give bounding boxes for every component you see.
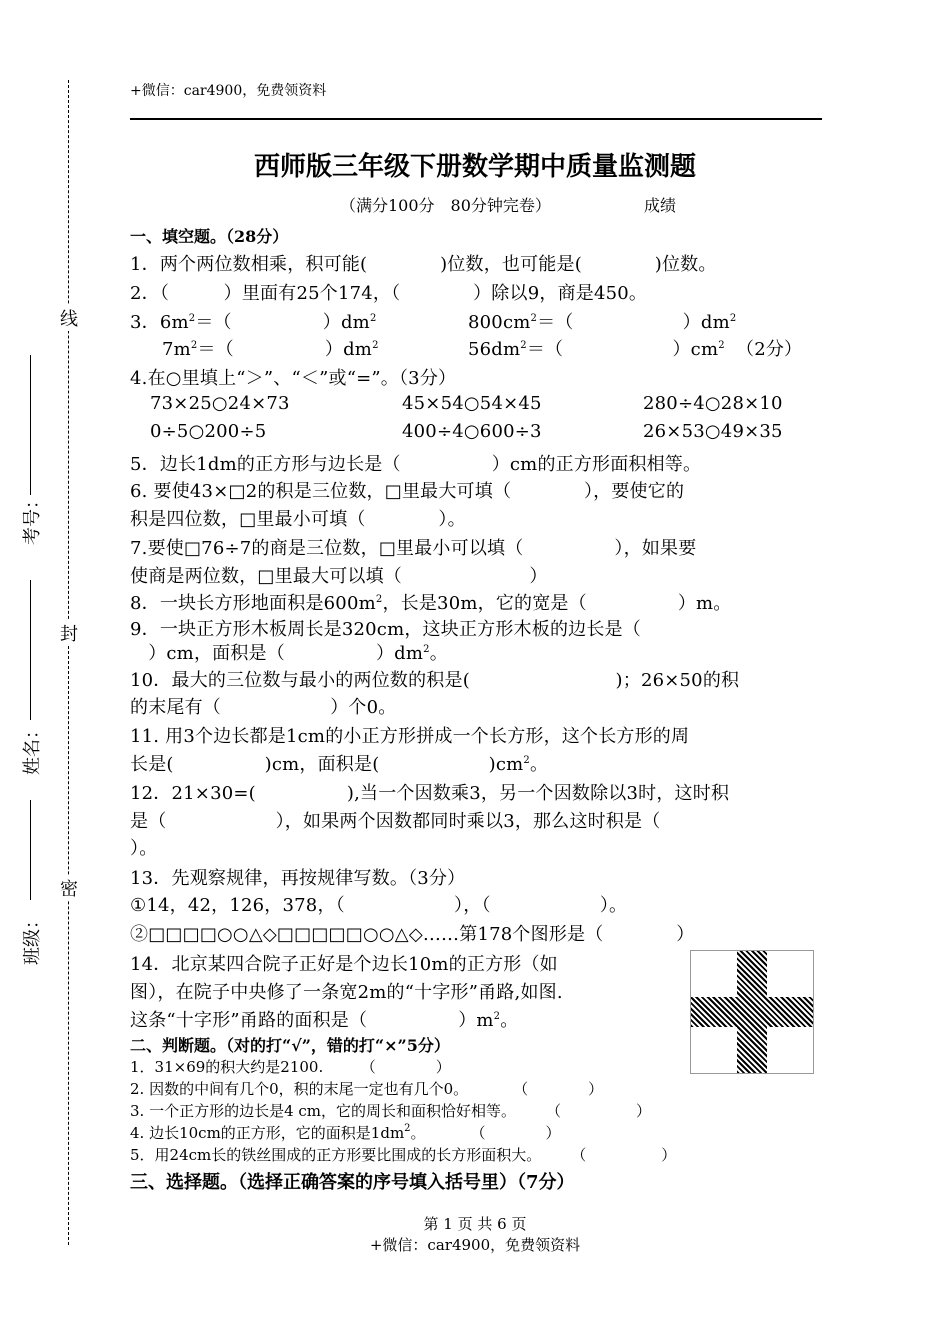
exam-number-line[interactable] (30, 355, 31, 495)
judge-item-4: 4. 边长10cm的正方形，它的面积是$1dm^2$。 （ ） (130, 1123, 561, 1142)
section1-heading: 一、填空题。（28分） (130, 227, 289, 246)
question-5: 5．边长1dm的正方形与边长是（ ）cm的正方形面积相等。 (130, 454, 702, 475)
question-13-part1: ①14，42，126，378，（ ），（ ）。 (130, 895, 628, 916)
q4-item-2: 45×54○54×45 (402, 393, 542, 414)
name-line[interactable] (30, 580, 31, 720)
section2-heading: 二、判断题。（对的打“√”，错的打“×”5分） (130, 1036, 450, 1055)
class-line[interactable] (30, 800, 31, 900)
seal-char-feng: 封 (60, 620, 78, 646)
q4-item-5: 400÷4○600÷3 (402, 421, 542, 442)
section3-heading: 三、选择题。（选择正确答案的序号填入括号里）（7分） (130, 1172, 575, 1193)
question-7-line1: 7.要使□76÷7的商是三位数，□里最小可以填（ ），如果要 (130, 538, 697, 559)
seal-char-xian: 线 (60, 305, 78, 331)
page-title: 西师版三年级下册数学期中质量监测题 (253, 152, 696, 182)
seal-char-mi: 密 (60, 875, 78, 901)
question-12-line2: 是（ ），如果两个因数都同时乘以3，那么这时积是（ (130, 811, 661, 832)
question-9-line1: 9．一块正方形木板周长是320cm，这块正方形木板的边长是（ (130, 619, 641, 640)
question-14-line3: 这条“十字形”甬路的面积是（ ）$m^2$。 (130, 1010, 519, 1031)
question-12-line1: 12．21×30=( ),当一个因数乘3，另一个因数除以3时，这时积 (130, 783, 730, 804)
question-12-line3: ）。 (130, 838, 158, 859)
question-11-line1: 11. 用3个边长都是1cm的小正方形拼成一个长方形，这个长方形的周 (130, 726, 690, 747)
question-3a-right: $800cm^2=$（ ）$dm^2$ (468, 312, 737, 333)
question-1: 1．两个两位数相乘，积可能( )位数，也可能是( )位数。 (130, 254, 717, 275)
question-7-line2: 使商是两位数，□里最大可以填（ ） (130, 566, 548, 587)
question-14-line2: 图），在院子中央修了一条宽2m的“十字形”甬路,如图. (130, 982, 563, 1003)
question-4: 4.在○里填上“＞”、“＜”或“=”。（3分） (130, 368, 457, 389)
subtitle-info: （满分100分 80分钟完卷） (340, 196, 551, 215)
horizontal-road-strip (691, 997, 813, 1027)
judge-item-1: 1．31×69的积大约是2100. （ ） (130, 1058, 451, 1076)
q4-item-1: 73×25○24×73 (150, 393, 290, 414)
name-label: 姓名： (22, 721, 43, 775)
q4-item-4: 0÷5○200÷5 (150, 421, 267, 442)
q4-item-6: 26×53○49×35 (643, 421, 783, 442)
question-3b-score: （2分） (736, 339, 803, 360)
question-14-line1: 14．北京某四合院子正好是个边长10m的正方形（如 (130, 954, 558, 975)
binding-line (68, 80, 69, 1245)
class-label: 班级： (22, 911, 43, 965)
question-3b-right: $56dm^2=$（ ）$cm^2$ (468, 339, 725, 360)
question-2: 2．（ ）里面有25个174，（ ）除以9，商是450。 (130, 283, 648, 304)
question-3a-left: 3．$6m^2=$（ ）$dm^2$ (130, 312, 377, 333)
question-6-line1: 6. 要使43×□2的积是三位数，□里最大可填（ ），要使它的 (130, 481, 685, 502)
page-number: 第 1 页 共 6 页 (423, 1215, 527, 1233)
judge-item-5: 5．用24cm长的铁丝围成的正方形要比围成的长方形面积大。 （ ） (130, 1146, 677, 1164)
question-6-line2: 积是四位数，□里最小可填（ ）。 (130, 509, 466, 530)
score-label: 成绩 (644, 196, 677, 215)
top-note: +微信：car4900，免费领资料 (130, 83, 327, 99)
question-13-part2: ②□□□□○○△◇□□□□□○○△◇……第178个图形是（ ） (130, 924, 695, 945)
question-9-line2: ）cm，面积是（ ）$dm^2$。 (130, 643, 448, 664)
question-3b-left: $7m^2=$（ ）$dm^2$ (162, 339, 379, 360)
q4-item-3: 280÷4○28×10 (643, 393, 783, 414)
exam-number-label: 考号： (22, 491, 43, 545)
question-10-line1: 10．最大的三位数与最小的两位数的积是( )；26×50的积 (130, 670, 740, 691)
cross-road-figure (690, 950, 814, 1074)
question-13: 13．先观察规律，再按规律写数。（3分） (130, 868, 466, 889)
header-rule (130, 118, 822, 120)
judge-item-2: 2. 因数的中间有几个0，积的末尾一定也有几个0。 （ ） (130, 1080, 604, 1098)
question-8: 8．一块长方形地面积是$600m^2$，长是30m，它的宽是（ ）m。 (130, 593, 732, 614)
question-10-line2: 的末尾有（ ）个0。 (130, 697, 397, 718)
question-11-line2: 长是( )cm，面积是( )$cm^2$。 (130, 754, 549, 775)
judge-item-3: 3. 一个正方形的边长是4 cm，它的周长和面积恰好相等。 （ ） (130, 1102, 652, 1120)
footer-note: +微信：car4900，免费领资料 (369, 1236, 581, 1254)
